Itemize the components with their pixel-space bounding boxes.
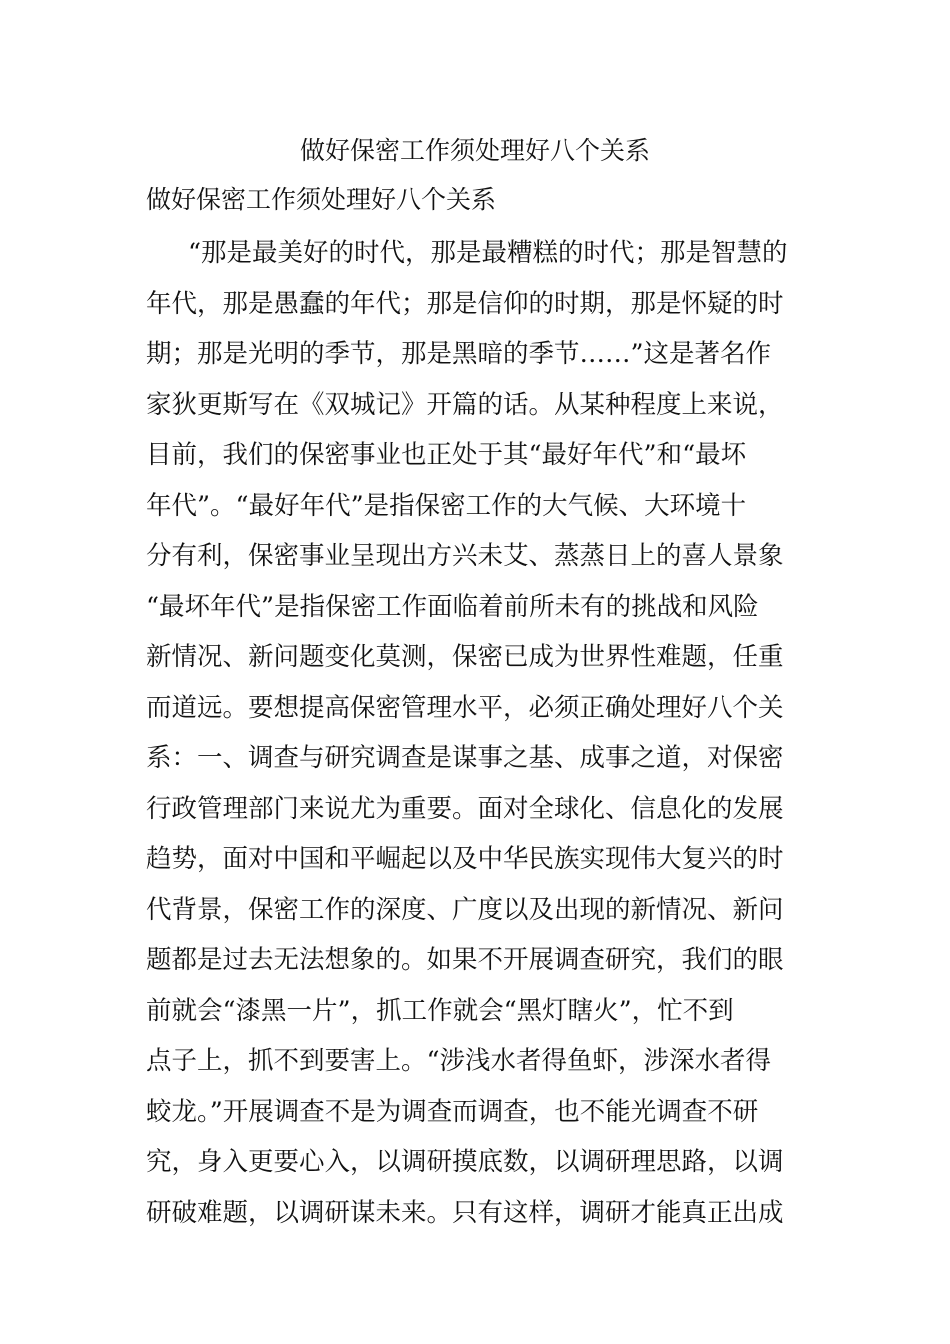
body-line: 点子上，抓不到要害上。“涉浅水者得鱼虾，涉深水者得 [146,1046,772,1076]
body-line: 新情况、新问题变化莫测，保密已成为世界性难题，任重 [146,642,784,672]
body-line: 趋势，面对中国和平崛起以及中华民族实现伟大复兴的时 [146,844,784,874]
document-title: 做好保密工作须处理好八个关系 [299,136,650,165]
document-subtitle: 做好保密工作须处理好八个关系 [146,185,497,214]
body-line: 代背景，保密工作的深度、广度以及出现的新情况、新问 [146,894,784,925]
body-line: 研破难题，以调研谋未来。只有这样，调研才能真正出成 [146,1197,784,1228]
body-line: 而道远。要想提高保密管理水平，必须正确处理好八个关 [146,692,784,723]
body-line: “最坏年代”是指保密工作面临着前所未有的挑战和风险 [146,591,759,622]
body-line: 题都是过去无法想象的。如果不开展调查研究，我们的眼 [146,945,784,975]
body-line: 期；那是光明的季节，那是黑暗的季节……”这是著名作 [146,339,772,369]
body-line: 家狄更斯写在《双城记》开篇的话。从某种程度上来说， [146,389,784,420]
body-line: 年代”。“最好年代”是指保密工作的大气候、大环境十 [146,490,747,521]
document-body [146,228,826,1238]
body-line: 蛟龙。”开展调查不是为调查而调查，也不能光调查不研 [146,1096,759,1127]
body-line: 系：一、调查与研究调查是谋事之基、成事之道，对保密 [146,743,784,773]
body-line: 行政管理部门来说尤为重要。面对全球化、信息化的发展 [146,793,784,824]
body-line: 年代，那是愚蠢的年代；那是信仰的时期，那是怀疑的时 [146,288,784,319]
body-line: “那是最美好的时代，那是最糟糕的时代；那是智慧的 [188,238,788,268]
body-line: 分有利，保密事业呈现出方兴未艾、蒸蒸日上的喜人景象 [146,541,784,571]
body-line: 前就会“漆黑一片”，抓工作就会“黑灯瞎火”，忙不到 [146,995,734,1026]
body-line: 目前，我们的保密事业也正处于其“最好年代”和“最坏 [146,440,747,470]
body-line: 究，身入更要心入，以调研摸底数，以调研理思路，以调 [146,1147,784,1177]
